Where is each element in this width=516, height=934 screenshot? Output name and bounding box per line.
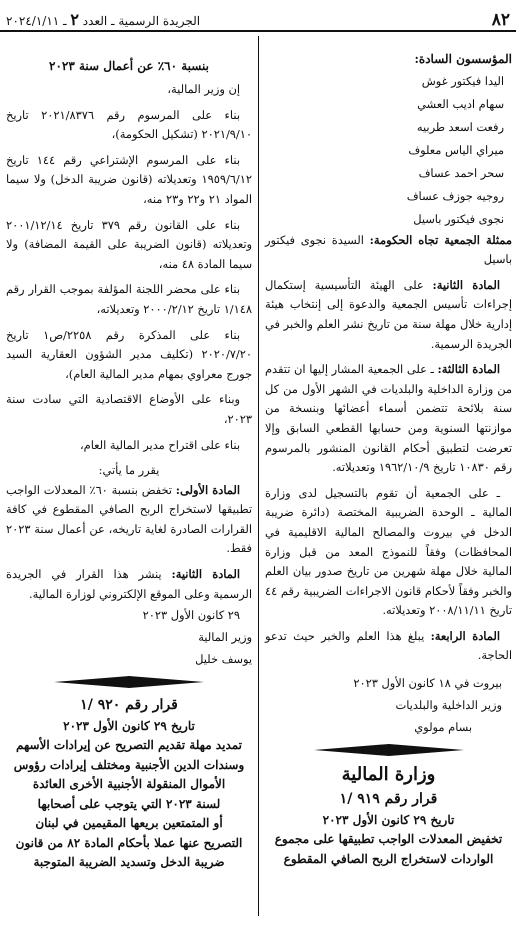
subject-line: ضريبة الدخل وتسديد الضريبة المتوجبة [33,855,225,870]
article-text: ينشر هذا القرار في الجريدة الرسمية وعلى الموقع الإلكتروني لوزارة المالية. [6,567,252,601]
decision-subject: تخفيض المعدلات الواجب تطبيقها على مجموع الواردات لاستخراج الربح الصافي المقطوع [274,832,503,866]
decision-number: قرار رقم ٩٢٠ /١ [80,697,178,714]
minister-name: بسام مولوي [414,720,472,735]
right-column [265,50,512,869]
minister-title: وزير المالية [198,630,252,645]
recital: بناء على المرسوم رقم ٢٠٢١/٨٣٧٦ تاريخ ٢٠٢١/٩/١٠ (تشكيل الحكومة)، [6,107,252,142]
article-3-part-2: ـ على الجمعية أن تقوم بالتسجيل لدى وزارة المالية ـ الوحدة الضريبية المختصة (دائرة ضريبة الدخل في بيروت والمصالح المالية الاقليمية في المحافظات) وفقاً للنموذج المعد من قبل وزارة المالية خلال مهلة شهرين من تاريخ صدور بيان العلم والخبر وفقاً لأحكام قانون الاجراءات الضريبية رقم ٤٤ تاريخ ٢٠٠٨/١١/١١ وتعديلاته. [265,485,512,618]
decision-number: قرار رقم ٩١٩ /١ [339,791,438,808]
minister-name: يوسف خليل [195,652,252,667]
ornament-divider [6,674,252,690]
minister-line: إن وزير المالية، [167,82,240,96]
issue-number: ٢ [70,10,79,29]
subject-line: التصريح عنها عملا بأحكام المادة ٨٢ من قانون [15,835,243,850]
article-label: المادة الأولى: [175,482,241,497]
article-text: يبلغ هذا العلم والخبر حيث تدعو الحاجة. [265,628,512,663]
recital: بناء على اقتراح مدير المالية العام، [79,437,240,452]
decides-line: يقرر ما يأتي: [98,463,160,478]
subject-line: لسنة ٢٠٢٣ التي يتوجب على أصحابها [37,796,221,811]
article-text: على الهيئة التأسيسية إستكمال إجراءات تأسيس الجمعية والدعوة إلى إنتخاب هيئة إدارية خلال مهلة سنة من تاريخ نشر العلم والخبر في الجريدة الرسمية. [265,277,512,351]
government-representative [265,231,512,270]
founder-name: اليدا فيكتور غوش [421,73,504,88]
founder-name: سحر احمد عساف [418,165,504,180]
page-header [0,10,516,32]
article-label: المادة الرابعة: [430,628,500,643]
page-number: ٨٢ [491,10,510,30]
column-divider [258,36,259,916]
rep-value: السيدة نجوى فيكتور باسيل [265,232,512,267]
article-4 [265,627,512,666]
article-label: المادة الثالثة: [437,362,500,377]
subject-line: أو المتمتعين بريعها المقيمين في لبنان [35,816,223,831]
subject-line: الأموال المنقولة الأجنبية الأخرى العائدة [32,777,226,792]
article-text: تخفض بنسبة ٦٠٪ المعدلات الواجب تطبيقها لاستخراج الربح الصافي المقطوع في كافة القرارات الصادرة لغاية تاريخه، عن أعمال سنة ٢٠٢٣ فقط. [6,482,252,556]
rep-label: ممثلة الجمعية تجاه الحكومة: [369,232,512,247]
recital: بناء على المذكرة رقم ٢٢٥٨/ص١ تاريخ ٢٠٢٠/٧/٢٠ (تكليف مدير الشؤون العقارية السيد جورج معراوي بمهام مدير المالية العام)، [6,327,252,381]
decision-date: تاريخ ٢٩ كانون الأول ٢٠٢٣ [322,813,455,828]
founders-list [265,70,512,231]
section-heading: بنسبة ٦٠٪ عن أعمال سنة ٢٠٢٣ [49,59,209,73]
founder-name: روجيه جوزف عساف [406,188,504,203]
journal-header [6,10,200,29]
journal-name: الجريدة الرسمية ـ العدد [82,14,201,28]
signature-date: ٢٩ كانون الأول ٢٠٢٣ [142,608,240,623]
founder-name: سهام اديب العشي [417,96,504,111]
founder-name: رفعت اسعد طربيه [416,119,504,134]
recital: وبناء على الأوضاع الاقتصادية التي سادت سنة ٢٠٢٣، [6,392,252,426]
recital: بناء على محضر اللجنة المؤلفة بموجب القرار رقم ١/١٤٨ تاريخ ٢٠٠٠/٢/١٢ وتعديلاته، [6,282,252,316]
founders-label: المؤسسون السادة: [414,52,512,66]
article-text: ـ على الجمعية المشار إليها ان تتقدم من وزارة الداخلية والبلديات في الشهر الأول من كل سنة بلائحة تتضمن أسماء أعضائها وبنسخة من موازنتها السنوية ومن حسابها القطعي السابق وإلا تعرضت لتطبيق أحكام القانون المنشور بالمرسوم رقم ١٠٨٣٠ تاريخ ١٩٦٢/١٠/٩ وتعديلاته. [265,362,512,475]
signature-place-date: بيروت في ١٨ كانون الأول ٢٠٢٣ [353,676,502,691]
decision-subject [6,736,252,873]
subject-line: وسندات الدين الأجنبية ومختلف إيرادات رؤوس [13,757,245,772]
article-label: المادة الثانية: [432,277,500,292]
decision-date: تاريخ ٢٩ كانون الأول ٢٠٢٣ [63,719,195,734]
article-label: المادة الثانية: [171,567,240,582]
founder-name: ميراي الياس معلوف [408,142,504,157]
ornament-divider [265,742,512,758]
subject-line: تمديد مهلة تقديم التصريح عن إيرادات الأسهم [15,738,243,753]
recital: بناء على المرسوم الإشتراعي رقم ١٤٤ تاريخ ١٩٥٩/٦/١٢ وتعديلاته (قانون ضريبة الدخل) ولا سيما المواد ٢١ و٢٢ و٢٣ منه، [6,152,252,206]
article-2 [6,565,252,604]
article-2 [265,276,512,354]
founder-name: نجوى فيكتور باسيل [413,211,504,226]
minister-title: وزير الداخلية والبلديات [395,698,502,713]
left-column [6,56,252,873]
recital: بناء على القانون رقم ٣٧٩ تاريخ ٢٠٠١/١٢/١٤ وتعديلاته (قانون الضريبة على القيمة المضافة) ولا سيما المادة ٤٨ منه، [6,217,252,271]
issue-date: ـ ٢٠٢٤/١/١١ [6,14,67,28]
ministry-heading: وزارة المالية [341,764,436,786]
article-1 [6,481,252,559]
article-3 [265,360,512,478]
